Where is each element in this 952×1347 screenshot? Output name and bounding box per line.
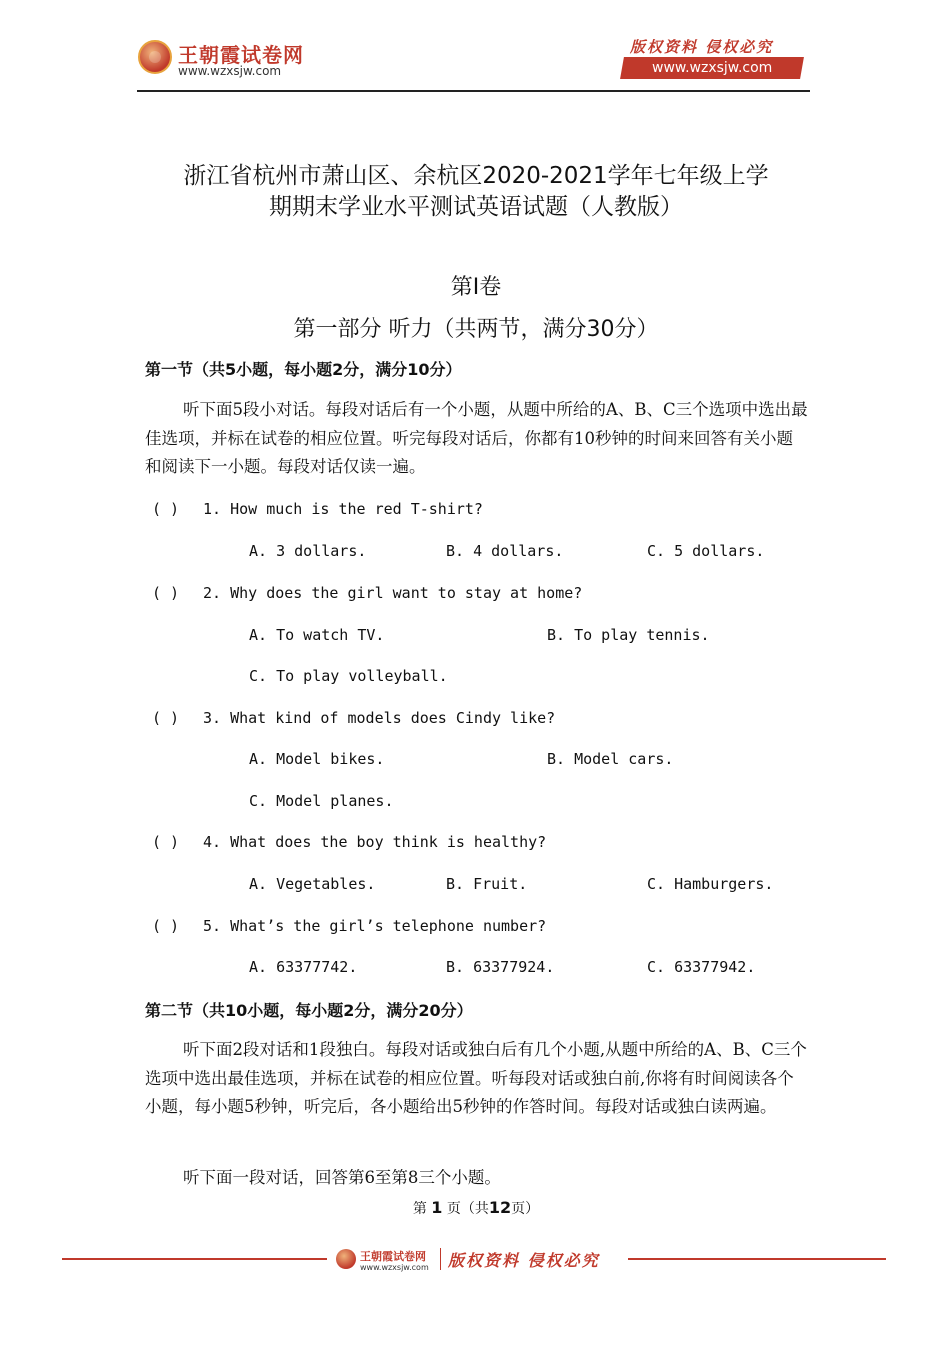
question-2: 2. Why does the girl want to stay at home?	[203, 584, 583, 602]
q5-option-b: B. 63377924.	[446, 958, 555, 976]
page-prefix: 第	[412, 1201, 427, 1217]
footer-divider-left	[62, 1258, 327, 1260]
footer-logo-name: 王朝霞试卷网	[360, 1250, 426, 1263]
footer-separator	[440, 1248, 441, 1270]
page-mid: 页（共	[446, 1201, 489, 1217]
answer-blank-4[interactable]: ( )	[152, 833, 180, 851]
section-1-instructions	[145, 396, 808, 482]
current-page: 1	[431, 1198, 443, 1217]
header-url-banner	[620, 57, 804, 79]
copyright-notice: 版权资料 侵权必究	[630, 38, 774, 56]
answer-blank-1[interactable]: ( )	[152, 500, 180, 518]
q4-option-b: B. Fruit.	[446, 875, 528, 893]
document-title-line-1: 浙江省杭州市萧山区、余杭区2020-2021学年七年级上学	[183, 163, 769, 189]
document-title-line-2: 期期末学业水平测试英语试题（人教版）	[269, 194, 683, 220]
q1-option-c: C. 5 dollars.	[647, 542, 765, 560]
question-5: 5. What’s the girl’s telephone number?	[203, 917, 547, 935]
section-2-heading: 第二节（共10小题，每小题2分，满分20分）	[145, 1001, 473, 1020]
footer-logo-icon	[336, 1249, 356, 1269]
q4-option-a: A. Vegetables.	[249, 875, 376, 893]
page-suffix: 页）	[511, 1201, 540, 1217]
logo-badge-icon	[138, 40, 172, 74]
header-divider	[137, 90, 810, 92]
page-number	[0, 1198, 952, 1218]
part-heading: 第一部分 听力（共两节，满分30分）	[293, 317, 659, 342]
question-1: 1. How much is the red T-shirt?	[203, 500, 483, 518]
q5-option-c: C. 63377942.	[647, 958, 756, 976]
footer-logo-url: www.wzxsjw.com	[360, 1263, 429, 1272]
q1-option-a: A. 3 dollars.	[249, 542, 367, 560]
answer-blank-2[interactable]: ( )	[152, 584, 180, 602]
q5-option-a: A. 63377742.	[249, 958, 358, 976]
volume-heading: 第Ⅰ卷	[450, 275, 502, 300]
section-2-instructions-text: 听下面2段对话和1段独白。每段对话或独白后有几个小题,从题中所给的A、B、C三个选项中选出最佳选项，并标在试卷的相应位置。听每段对话或独白前,你将有时间阅读各个小题，每小题5秒钟，听完后，各小题给出5秒钟的作答时间。每段对话或独白读两遍。	[145, 1040, 807, 1116]
section-2-instructions	[145, 1036, 808, 1122]
answer-blank-5[interactable]: ( )	[152, 917, 180, 935]
q3-option-c: C. Model planes.	[249, 792, 394, 810]
q3-option-a: A. Model bikes.	[249, 750, 385, 768]
q3-option-b: B. Model cars.	[547, 750, 674, 768]
q2-option-c: C. To play volleyball.	[249, 667, 448, 685]
footer-divider-right	[628, 1258, 886, 1260]
header-url-text: www.wzxsjw.com	[651, 60, 773, 76]
logo-url: www.wzxsjw.com	[178, 64, 282, 78]
footer-copyright: 版权资料 侵权必究	[448, 1251, 600, 1270]
q2-option-a: A. To watch TV.	[249, 626, 385, 644]
question-3: 3. What kind of models does Cindy like?	[203, 709, 556, 727]
section-1-instructions-text: 听下面5段小对话。每段对话后有一个小题，从题中所给的A、B、C三个选项中选出最佳选项，并标在试卷的相应位置。听完每段对话后，你都有10秒钟的时间来回答有关小题和阅读下一小题。每段对话仅读一遍。	[145, 400, 808, 476]
q1-option-b: B. 4 dollars.	[446, 542, 564, 560]
total-pages: 12	[488, 1198, 512, 1217]
q4-option-c: C. Hamburgers.	[647, 875, 774, 893]
logo-name: 王朝霞试卷网	[178, 43, 304, 67]
q2-option-b: B. To play tennis.	[547, 626, 710, 644]
section-2-next-text: 听下面一段对话，回答第6至第8三个小题。	[182, 1168, 501, 1187]
answer-blank-3[interactable]: ( )	[152, 709, 180, 727]
question-4: 4. What does the boy think is healthy?	[203, 833, 547, 851]
section-1-heading: 第一节（共5小题，每小题2分，满分10分）	[145, 360, 462, 379]
section-2-next	[145, 1164, 808, 1193]
